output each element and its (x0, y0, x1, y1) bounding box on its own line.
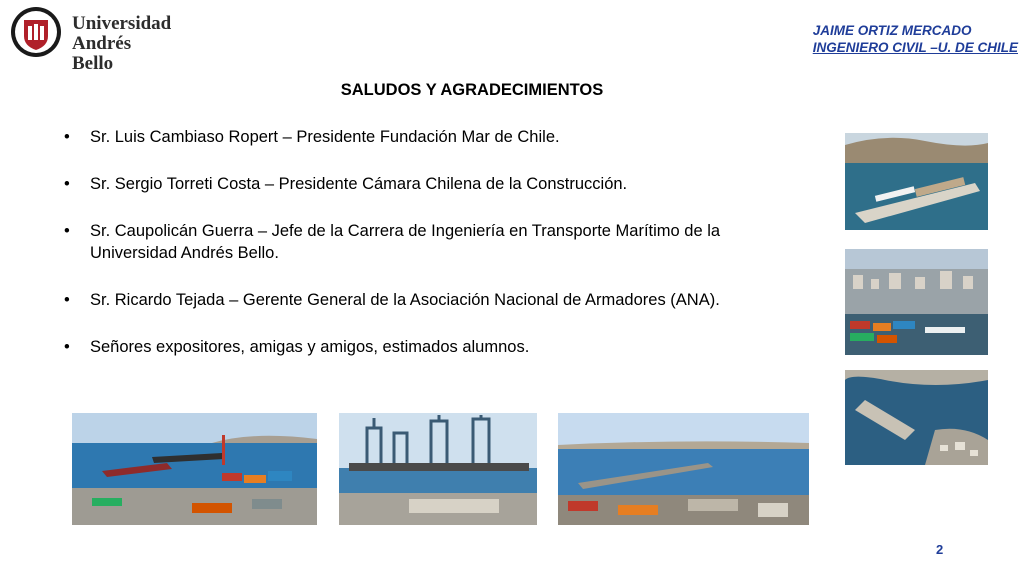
bullet-item (60, 289, 780, 311)
logo-line-1: Universidad (72, 13, 172, 34)
author-block (813, 22, 1018, 56)
bullet-item (60, 173, 780, 195)
port-photo-cranes (339, 413, 537, 525)
bullet-item (60, 126, 780, 148)
port-photo-aerial-cruise (845, 133, 988, 230)
bullet-dot: • (64, 128, 70, 146)
university-logo (8, 6, 172, 74)
author-name: JAIME ORTIZ MERCADO (812, 23, 972, 38)
bullet-text: Sr. Caupolicán Guerra – Jefe de la Carrera de Ingeniería en Transporte Marítimo de la Universidad Andrés Bello. (90, 222, 721, 262)
bullet-text: Señores expositores, amigas y amigos, estimados alumnos. (90, 338, 530, 356)
bullet-item (60, 220, 780, 264)
port-photo-harbor-panorama (558, 413, 809, 525)
bullet-text: Sr. Luis Cambiaso Ropert – Presidente Fundación Mar de Chile. (90, 128, 560, 146)
bullet-dot: • (64, 175, 70, 193)
slide-title: SALUDOS Y AGRADECIMIENTOS (340, 81, 604, 99)
university-shield-icon (10, 6, 62, 58)
logo-line-2: Andrés Bello (72, 33, 132, 74)
port-photo-city-containers (845, 249, 988, 355)
bullet-dot: • (64, 291, 70, 309)
bullet-dot: • (64, 338, 70, 356)
bullet-dot: • (64, 222, 70, 240)
bullet-text: Sr. Sergio Torreti Costa – Presidente Cámara Chilena de la Construcción. (90, 175, 628, 193)
bullet-text: Sr. Ricardo Tejada – Gerente General de la Asociación Nacional de Armadores (ANA). (90, 291, 720, 309)
bullet-item (60, 336, 780, 358)
port-photo-bay-aerial (845, 370, 988, 465)
bullet-list (60, 126, 780, 383)
author-title: INGENIERO CIVIL –U. DE CHILE (812, 40, 1018, 55)
university-name (72, 14, 171, 74)
page-number: 2 (936, 542, 944, 557)
port-photo-containers-ships (72, 413, 317, 525)
